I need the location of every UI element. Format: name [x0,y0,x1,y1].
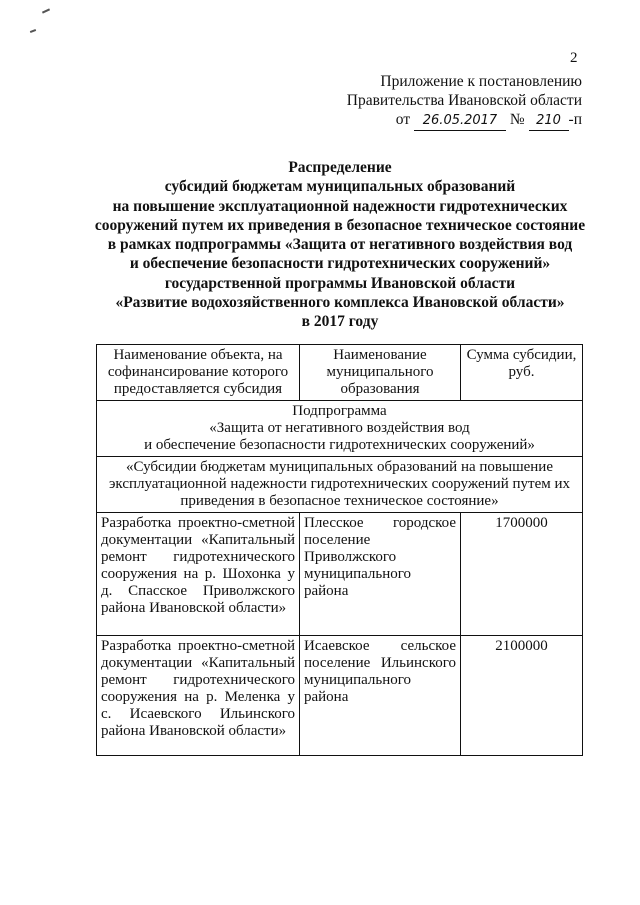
amount-cell: 1700000 [461,513,583,636]
number-label: № [509,111,525,128]
subsidy-table [96,344,583,756]
header-line-3 [347,110,582,131]
header-line-1: Приложение к постановлению [380,73,582,90]
header-line-2: Правительства Ивановской области [346,92,582,109]
title-line: на повышение эксплуатационной надежности гидротехнических [112,197,568,215]
title-line: в 2017 году [301,313,379,331]
scan-speck [30,29,36,33]
table-row [97,513,583,636]
title-line: Распределение [288,159,392,176]
page-number: 2 [570,50,578,66]
table-header-row [97,345,583,401]
from-label: от [395,111,411,128]
object-cell: Разработка проектно-сметной документации «Капитальный ремонт гидротехнического сооружения на р. Шохонка у д. Спасское Приволжского района Ивановской области» [97,513,300,636]
title-line: «Развитие водохозяйственного комплекса Ивановской области» [115,294,565,312]
number-suffix: -п [568,111,582,128]
document-title [90,158,590,332]
subprogram-line: и обеспечение безопасности гидротехнических сооружений» [144,437,535,453]
object-cell: Разработка проектно-сметной документации «Капитальный ремонт гидротехнического сооружения на р. Меленка у с. Исаевского Ильинского района Ивановской области» [97,636,300,756]
appendix-header [347,72,582,131]
header-amount: Сумма субсидии, руб. [461,345,583,401]
subprogram-line: «Защита от негативного воздействия вод [209,420,470,436]
title-line: субсидий бюджетам муниципальных образований [164,178,516,196]
municipality-cell: Исаевское сельское поселение Ильинского муниципального района [300,636,461,756]
municipality-cell: Плесское городское поселение Приволжского муниципального района [300,513,461,636]
subprogram-cell [97,401,583,457]
header-object: Наименование объекта, на софинансирование которого предоставляется субсидия [97,345,300,401]
subprogram-line: Подпрограмма [292,403,387,419]
title-line: сооружений путем их приведения в безопасное техническое состояние [94,216,586,234]
section-row-subprogram [97,401,583,457]
handwritten-number: 210 [529,111,569,131]
section-row-subsidy [97,457,583,513]
header-municipality: Наименование муниципального образования [300,345,461,401]
scan-speck [42,8,50,13]
title-line: и обеспечение безопасности гидротехнических сооружений» [129,255,551,273]
title-line: государственной программы Ивановской области [164,274,516,292]
handwritten-date: 26.05.2017 [414,111,506,131]
title-line: в рамках подпрограммы «Защита от негативного воздействия вод [107,236,573,254]
subsidy-section-cell: «Субсидии бюджетам муниципальных образований на повышение эксплуатационной надежности гидротехнических сооружений путем их приведения в безопасное техническое состояние» [97,457,583,513]
table-row [97,636,583,756]
amount-cell: 2100000 [461,636,583,756]
